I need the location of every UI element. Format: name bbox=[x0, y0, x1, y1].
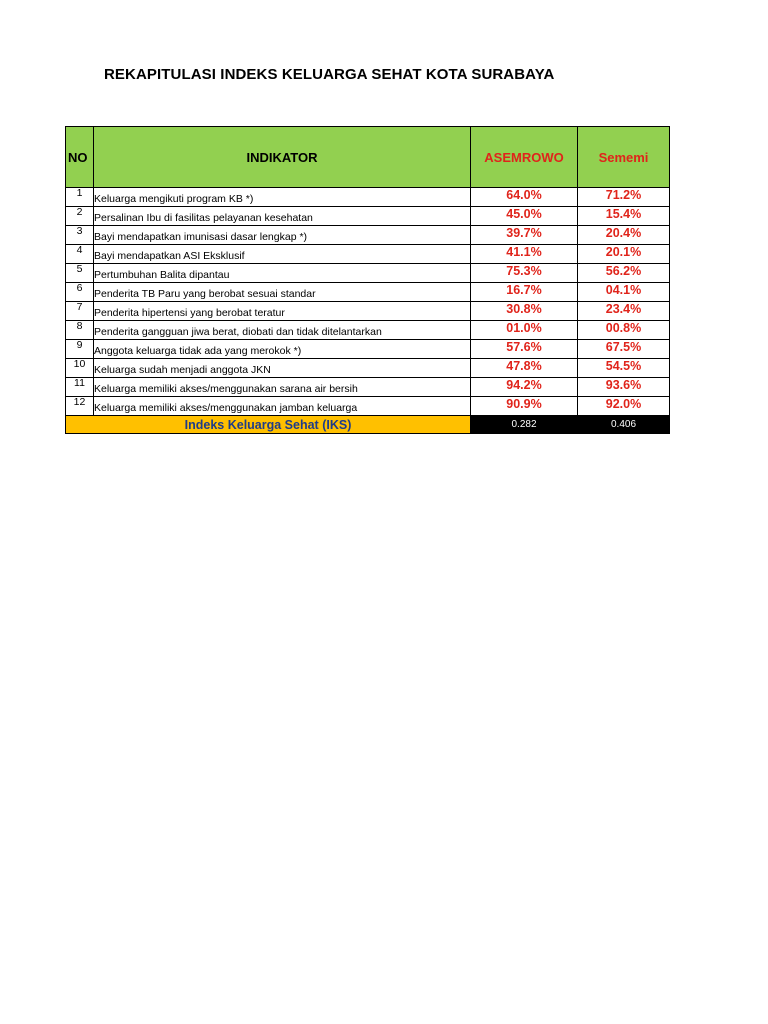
row-value-sememi: 93.6% bbox=[578, 378, 670, 397]
table-row bbox=[66, 188, 670, 207]
header-sememi: Sememi bbox=[578, 127, 670, 188]
header-no: NO bbox=[66, 127, 94, 188]
table-header-row bbox=[66, 127, 670, 188]
row-indikator: Bayi mendapatkan ASI Eksklusif bbox=[94, 245, 471, 264]
table-row bbox=[66, 207, 670, 226]
row-number: 6 bbox=[66, 283, 94, 302]
table-row bbox=[66, 378, 670, 397]
row-indikator: Keluarga mengikuti program KB *) bbox=[94, 188, 471, 207]
row-indikator: Anggota keluarga tidak ada yang merokok *) bbox=[94, 340, 471, 359]
table-row bbox=[66, 397, 670, 416]
row-value-asemrowo: 64.0% bbox=[471, 188, 578, 207]
table-row bbox=[66, 302, 670, 321]
total-row bbox=[66, 416, 670, 434]
row-value-sememi: 04.1% bbox=[578, 283, 670, 302]
row-indikator: Keluarga sudah menjadi anggota JKN bbox=[94, 359, 471, 378]
row-value-sememi: 23.4% bbox=[578, 302, 670, 321]
row-value-asemrowo: 57.6% bbox=[471, 340, 578, 359]
table-row bbox=[66, 264, 670, 283]
row-value-asemrowo: 45.0% bbox=[471, 207, 578, 226]
total-label: Indeks Keluarga Sehat (IKS) bbox=[66, 416, 471, 434]
row-value-asemrowo: 16.7% bbox=[471, 283, 578, 302]
row-value-sememi: 67.5% bbox=[578, 340, 670, 359]
row-number: 7 bbox=[66, 302, 94, 321]
row-number: 11 bbox=[66, 378, 94, 397]
total-value-sememi: 0.406 bbox=[578, 416, 670, 434]
table-row bbox=[66, 245, 670, 264]
row-number: 1 bbox=[66, 188, 94, 207]
table-row bbox=[66, 226, 670, 245]
row-indikator: Penderita hipertensi yang berobat teratur bbox=[94, 302, 471, 321]
row-indikator: Keluarga memiliki akses/menggunakan jamban keluarga bbox=[94, 397, 471, 416]
row-value-asemrowo: 30.8% bbox=[471, 302, 578, 321]
row-number: 12 bbox=[66, 397, 94, 416]
row-indikator: Pertumbuhan Balita dipantau bbox=[94, 264, 471, 283]
table-row bbox=[66, 340, 670, 359]
table-body bbox=[66, 188, 670, 416]
table-row bbox=[66, 359, 670, 378]
row-value-asemrowo: 39.7% bbox=[471, 226, 578, 245]
row-number: 9 bbox=[66, 340, 94, 359]
row-indikator: Persalinan Ibu di fasilitas pelayanan kesehatan bbox=[94, 207, 471, 226]
table-row bbox=[66, 321, 670, 340]
row-number: 5 bbox=[66, 264, 94, 283]
row-value-asemrowo: 01.0% bbox=[471, 321, 578, 340]
row-value-sememi: 71.2% bbox=[578, 188, 670, 207]
row-number: 10 bbox=[66, 359, 94, 378]
row-indikator: Penderita gangguan jiwa berat, diobati dan tidak ditelantarkan bbox=[94, 321, 471, 340]
row-value-sememi: 15.4% bbox=[578, 207, 670, 226]
row-indikator: Keluarga memiliki akses/menggunakan sarana air bersih bbox=[94, 378, 471, 397]
row-value-sememi: 20.4% bbox=[578, 226, 670, 245]
row-indikator: Penderita TB Paru yang berobat sesuai standar bbox=[94, 283, 471, 302]
row-value-asemrowo: 41.1% bbox=[471, 245, 578, 264]
row-value-asemrowo: 75.3% bbox=[471, 264, 578, 283]
row-value-asemrowo: 47.8% bbox=[471, 359, 578, 378]
row-indikator: Bayi mendapatkan imunisasi dasar lengkap *) bbox=[94, 226, 471, 245]
row-value-asemrowo: 90.9% bbox=[471, 397, 578, 416]
iks-table bbox=[65, 126, 670, 434]
total-value-asemrowo: 0.282 bbox=[471, 416, 578, 434]
row-value-sememi: 92.0% bbox=[578, 397, 670, 416]
row-value-sememi: 54.5% bbox=[578, 359, 670, 378]
row-number: 2 bbox=[66, 207, 94, 226]
header-asemrowo: ASEMROWO bbox=[471, 127, 578, 188]
row-value-sememi: 20.1% bbox=[578, 245, 670, 264]
row-value-sememi: 00.8% bbox=[578, 321, 670, 340]
row-value-sememi: 56.2% bbox=[578, 264, 670, 283]
header-indikator: INDIKATOR bbox=[94, 127, 471, 188]
row-value-asemrowo: 94.2% bbox=[471, 378, 578, 397]
row-number: 8 bbox=[66, 321, 94, 340]
row-number: 3 bbox=[66, 226, 94, 245]
row-number: 4 bbox=[66, 245, 94, 264]
page-title: REKAPITULASI INDEKS KELUARGA SEHAT KOTA SURABAYA bbox=[104, 66, 555, 83]
table-row bbox=[66, 283, 670, 302]
